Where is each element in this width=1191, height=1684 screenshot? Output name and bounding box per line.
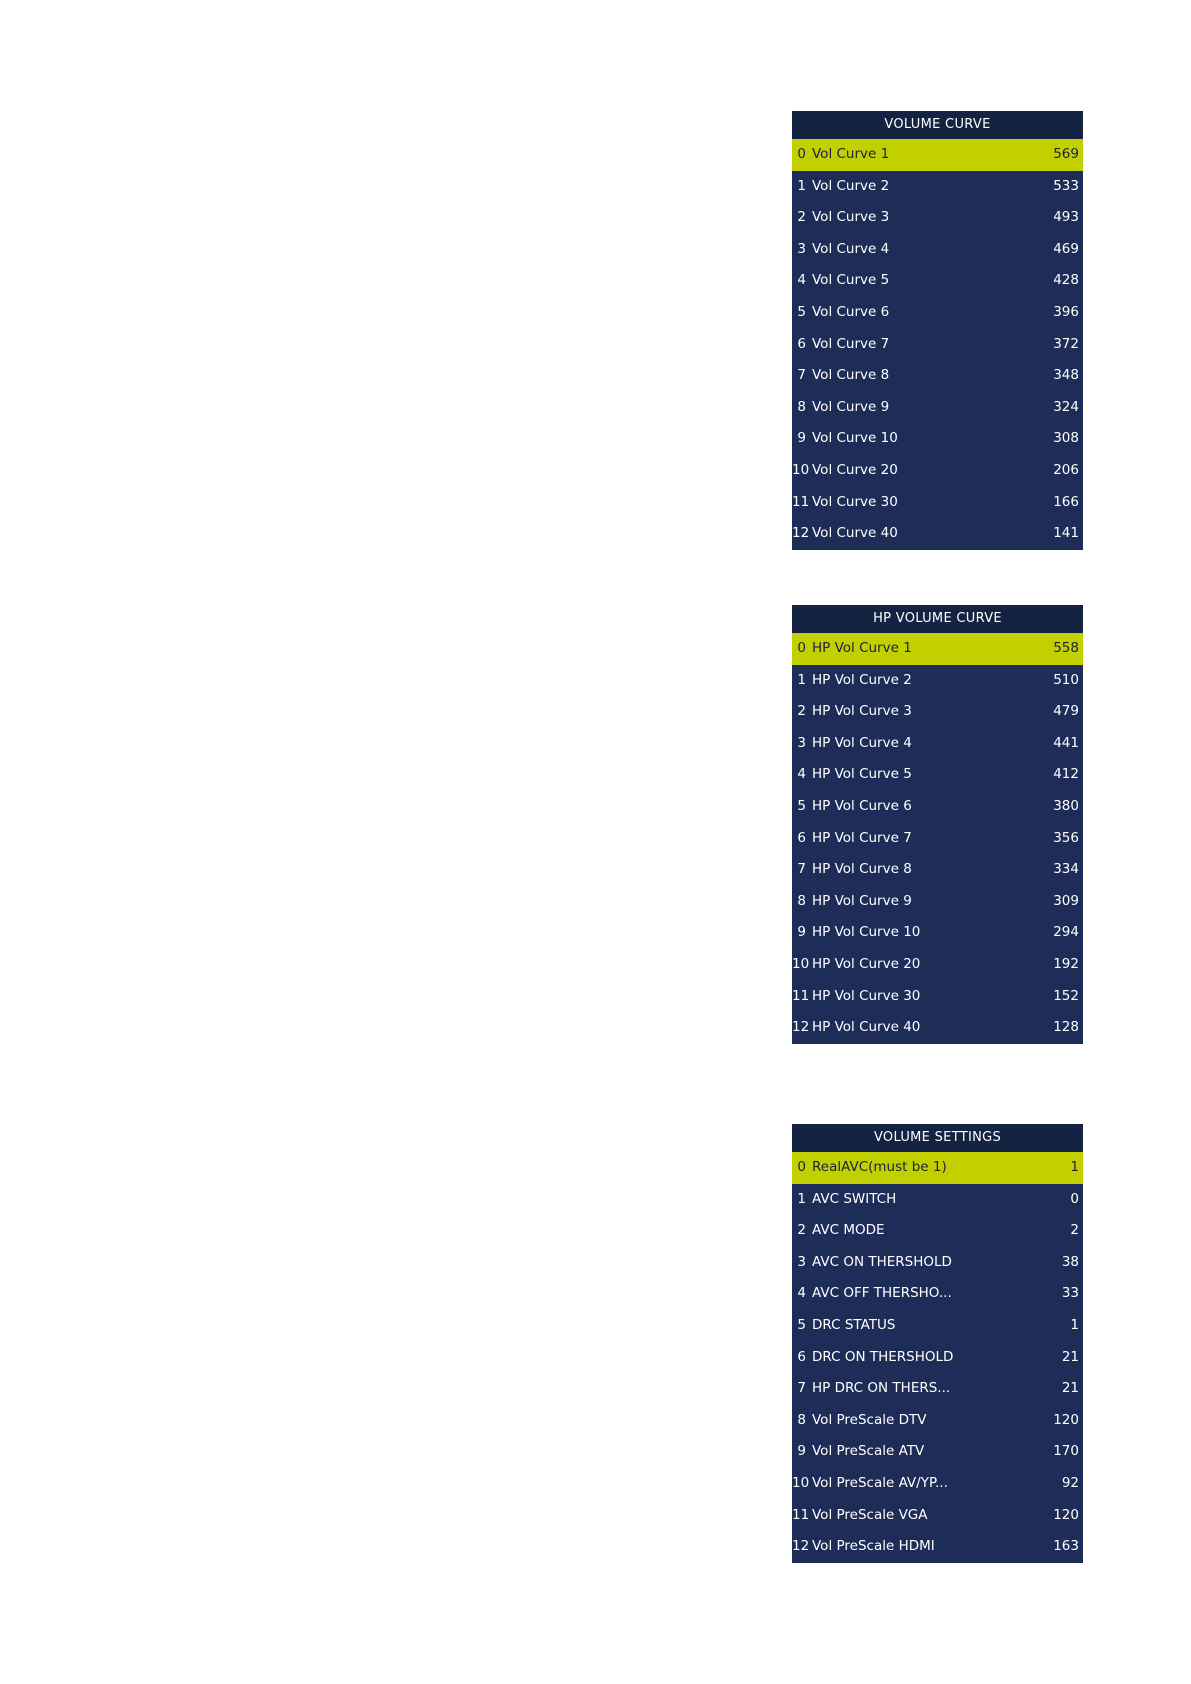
menu-item-label: Vol Curve 3	[812, 209, 890, 226]
menu-item[interactable]	[792, 1500, 1083, 1532]
menu-item[interactable]	[792, 1373, 1083, 1405]
menu-item-label: Vol Curve 7	[812, 335, 890, 352]
menu-item-index: 2	[797, 209, 806, 226]
menu-list	[792, 1152, 1083, 1563]
menu-item-index: 11	[792, 493, 810, 510]
menu-item-label: Vol PreScale AV/YP...	[812, 1474, 948, 1491]
menu-item-index: 4	[797, 766, 806, 783]
menu-item-value: 558	[1053, 640, 1079, 656]
menu-item-label: DRC STATUS	[812, 1316, 896, 1333]
menu-item[interactable]	[792, 1247, 1083, 1279]
menu-item-index: 12	[792, 1538, 810, 1555]
menu-item[interactable]	[792, 139, 1083, 171]
menu-item-label: HP Vol Curve 8	[812, 861, 912, 878]
menu-item-value: 1	[1070, 1159, 1079, 1175]
menu-item[interactable]	[792, 917, 1083, 949]
menu-item-index: 1	[797, 671, 806, 688]
menu-item-index: 7	[797, 861, 806, 878]
menu-item-label: RealAVC(must be 1)	[812, 1159, 947, 1175]
menu-item[interactable]	[792, 728, 1083, 760]
menu-item[interactable]	[792, 1012, 1083, 1044]
menu-item-value: 380	[1053, 797, 1079, 814]
menu-item-value: 128	[1053, 1019, 1079, 1036]
menu-item-label: HP Vol Curve 3	[812, 703, 912, 720]
menu-item-label: AVC SWITCH	[812, 1190, 897, 1207]
menu-item-index: 6	[797, 829, 806, 846]
menu-item[interactable]	[792, 1215, 1083, 1247]
menu-item-index: 3	[797, 240, 806, 257]
menu-item-index: 8	[797, 1411, 806, 1428]
menu-item-label: HP Vol Curve 7	[812, 829, 912, 846]
menu-item[interactable]	[792, 423, 1083, 455]
menu-item-value: 1	[1070, 1316, 1079, 1333]
menu-item[interactable]	[792, 455, 1083, 487]
menu-item-label: Vol Curve 20	[812, 461, 898, 478]
menu-item-label: HP Vol Curve 1	[812, 640, 912, 656]
menu-item[interactable]	[792, 981, 1083, 1013]
menu-item-value: 479	[1053, 703, 1079, 720]
menu-item-value: 533	[1053, 177, 1079, 194]
menu-item[interactable]	[792, 823, 1083, 855]
menu-item-value: 428	[1053, 272, 1079, 289]
menu-item[interactable]	[792, 949, 1083, 981]
menu-item[interactable]	[792, 329, 1083, 361]
menu-item-value: 163	[1053, 1538, 1079, 1555]
panel-title: HP VOLUME CURVE	[792, 605, 1083, 633]
menu-item[interactable]	[792, 1184, 1083, 1216]
menu-item-label: Vol Curve 9	[812, 398, 890, 415]
menu-item[interactable]	[792, 1310, 1083, 1342]
menu-item-value: 493	[1053, 209, 1079, 226]
menu-item-label: Vol Curve 40	[812, 525, 898, 542]
menu-item-index: 8	[797, 398, 806, 415]
menu-item[interactable]	[792, 854, 1083, 886]
menu-item-value: 0	[1070, 1190, 1079, 1207]
menu-item[interactable]	[792, 791, 1083, 823]
menu-list	[792, 139, 1083, 550]
menu-item[interactable]	[792, 171, 1083, 203]
menu-item-value: 120	[1053, 1506, 1079, 1523]
menu-item-index: 10	[792, 461, 810, 478]
menu-item-index: 11	[792, 1506, 810, 1523]
menu-item-value: 206	[1053, 461, 1079, 478]
menu-item-value: 412	[1053, 766, 1079, 783]
panel-title: VOLUME CURVE	[792, 111, 1083, 139]
menu-item-index: 3	[797, 734, 806, 751]
menu-item-index: 0	[797, 640, 806, 656]
menu-item-index: 8	[797, 892, 806, 909]
menu-item[interactable]	[792, 886, 1083, 918]
menu-item-label: Vol Curve 10	[812, 430, 898, 447]
menu-item-index: 10	[792, 1474, 810, 1491]
menu-item-label: Vol PreScale DTV	[812, 1411, 927, 1428]
menu-item-label: Vol Curve 2	[812, 177, 890, 194]
menu-item-index: 9	[797, 430, 806, 447]
menu-item[interactable]	[792, 360, 1083, 392]
menu-item-label: AVC OFF THERSHO...	[812, 1285, 952, 1302]
menu-item-index: 2	[797, 703, 806, 720]
menu-item-label: DRC ON THERSHOLD	[812, 1348, 954, 1365]
menu-item-value: 309	[1053, 892, 1079, 909]
menu-item[interactable]	[792, 265, 1083, 297]
menu-item[interactable]	[792, 1468, 1083, 1500]
menu-item-value: 510	[1053, 671, 1079, 688]
menu-item-label: HP Vol Curve 9	[812, 892, 912, 909]
menu-item-value: 324	[1053, 398, 1079, 415]
menu-item-value: 33	[1061, 1285, 1079, 1302]
menu-item-label: HP Vol Curve 10	[812, 924, 921, 941]
menu-item-value: 152	[1053, 987, 1079, 1004]
menu-item-label: Vol PreScale ATV	[812, 1443, 925, 1460]
menu-item-index: 9	[797, 924, 806, 941]
menu-item-index: 5	[797, 303, 806, 320]
menu-item-index: 1	[797, 1190, 806, 1207]
menu-item-value: 356	[1053, 829, 1079, 846]
menu-item-value: 2	[1070, 1222, 1079, 1239]
menu-item-value: 334	[1053, 861, 1079, 878]
menu-item-value: 348	[1053, 367, 1079, 384]
menu-item[interactable]	[792, 392, 1083, 424]
menu-item-index: 6	[797, 335, 806, 352]
menu-item[interactable]	[792, 202, 1083, 234]
menu-item-index: 9	[797, 1443, 806, 1460]
menu-item-label: AVC MODE	[812, 1222, 885, 1239]
menu-item-index: 7	[797, 1380, 806, 1397]
menu-item-label: Vol PreScale VGA	[812, 1506, 928, 1523]
menu-item-index: 1	[797, 177, 806, 194]
menu-item[interactable]	[792, 1531, 1083, 1563]
menu-item-label: Vol Curve 6	[812, 303, 890, 320]
menu-item[interactable]	[792, 633, 1083, 665]
menu-item-index: 7	[797, 367, 806, 384]
menu-item-index: 5	[797, 797, 806, 814]
menu-item-value: 308	[1053, 430, 1079, 447]
panel-title: VOLUME SETTINGS	[792, 1124, 1083, 1152]
menu-item-value: 192	[1053, 955, 1079, 972]
menu-item[interactable]	[792, 696, 1083, 728]
menu-item[interactable]	[792, 297, 1083, 329]
menu-list	[792, 633, 1083, 1044]
menu-item-value: 469	[1053, 240, 1079, 257]
menu-item-index: 2	[797, 1222, 806, 1239]
menu-item[interactable]	[792, 1152, 1083, 1184]
menu-item-value: 372	[1053, 335, 1079, 352]
menu-item[interactable]	[792, 234, 1083, 266]
menu-item-value: 569	[1053, 146, 1079, 162]
menu-item-value: 120	[1053, 1411, 1079, 1428]
menu-item-index: 6	[797, 1348, 806, 1365]
menu-item[interactable]	[792, 487, 1083, 519]
menu-item-index: 0	[797, 1159, 806, 1175]
menu-item[interactable]	[792, 1436, 1083, 1468]
menu-item-value: 38	[1061, 1253, 1079, 1270]
menu-item-index: 10	[792, 955, 810, 972]
menu-item-value: 21	[1061, 1380, 1079, 1397]
volume-settings-panel	[792, 1124, 1083, 1563]
menu-item-value: 21	[1061, 1348, 1079, 1365]
menu-item[interactable]	[792, 665, 1083, 697]
menu-item-label: Vol Curve 5	[812, 272, 890, 289]
menu-item[interactable]	[792, 518, 1083, 550]
menu-item-index: 0	[797, 146, 806, 162]
menu-item-value: 141	[1053, 525, 1079, 542]
menu-item-label: HP DRC ON THERS...	[812, 1380, 951, 1397]
menu-item-index: 3	[797, 1253, 806, 1270]
menu-item-label: Vol Curve 8	[812, 367, 890, 384]
hp-volume-curve-panel	[792, 605, 1083, 1044]
menu-item-label: Vol Curve 4	[812, 240, 890, 257]
menu-item[interactable]	[792, 1278, 1083, 1310]
menu-item-label: HP Vol Curve 5	[812, 766, 912, 783]
menu-item-label: HP Vol Curve 20	[812, 955, 921, 972]
volume-curve-panel	[792, 111, 1083, 550]
menu-item-index: 4	[797, 1285, 806, 1302]
menu-item-label: HP Vol Curve 4	[812, 734, 912, 751]
menu-item-value: 92	[1061, 1474, 1079, 1491]
menu-item-value: 294	[1053, 924, 1079, 941]
menu-item-value: 396	[1053, 303, 1079, 320]
menu-item-value: 441	[1053, 734, 1079, 751]
menu-item-label: AVC ON THERSHOLD	[812, 1253, 952, 1270]
menu-item[interactable]	[792, 1405, 1083, 1437]
menu-item-label: HP Vol Curve 30	[812, 987, 921, 1004]
menu-item-value: 166	[1053, 493, 1079, 510]
menu-item[interactable]	[792, 759, 1083, 791]
menu-item-index: 11	[792, 987, 810, 1004]
menu-item-index: 4	[797, 272, 806, 289]
menu-item-label: Vol PreScale HDMI	[812, 1538, 935, 1555]
menu-item-label: Vol Curve 30	[812, 493, 898, 510]
menu-item-index: 12	[792, 525, 810, 542]
menu-item-label: Vol Curve 1	[812, 146, 890, 162]
menu-item-value: 170	[1053, 1443, 1079, 1460]
menu-item-label: HP Vol Curve 2	[812, 671, 912, 688]
menu-item-label: HP Vol Curve 6	[812, 797, 912, 814]
menu-item-label: HP Vol Curve 40	[812, 1019, 921, 1036]
menu-item[interactable]	[792, 1342, 1083, 1374]
menu-item-index: 5	[797, 1316, 806, 1333]
menu-item-index: 12	[792, 1019, 810, 1036]
